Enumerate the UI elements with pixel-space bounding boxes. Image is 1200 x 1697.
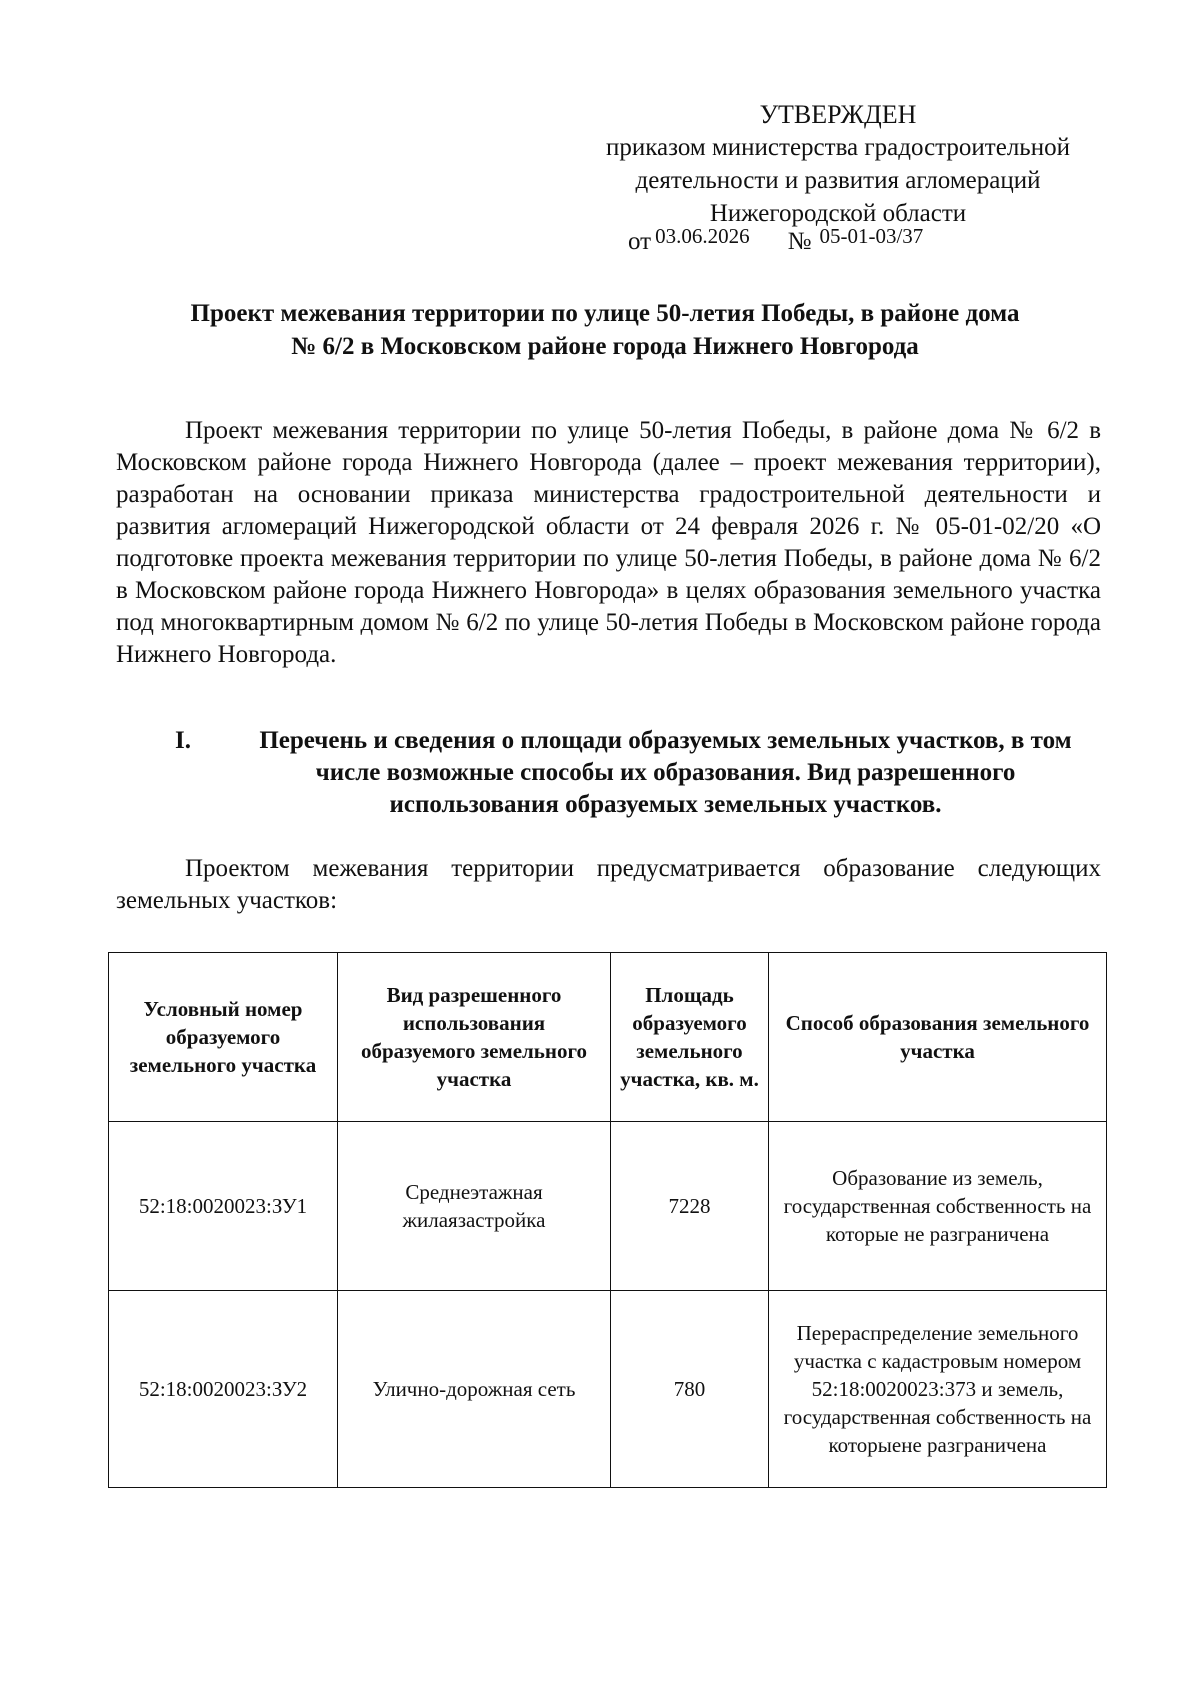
approval-block [548,98,1128,230]
intro-paragraph: Проект межевания территории по улице 50-летия Победы, в районе дома № 6/2 в Московском районе города Нижнего Новгорода (далее – проект межевания территории), разработан на основании приказа министерства градостроительной деятельности и развития агломераций Нижегородской области от 24 февраля 2026 г. № 05-01-02/20 «О подготовке проекта межевания территории по улице 50-летия Победы, в районе дома № 6/2 в Московском районе города Нижнего Новгорода» в целях образования земельного участка под многоквартирным домом № 6/2 по улице 50-летия Победы в Московском районе города Нижнего Новгорода. [116,417,1101,668]
document-title-line-2: № 6/2 в Московском районе города Нижнего Новгорода [291,333,919,360]
table-row [109,1122,1107,1291]
table-header-row [109,953,1107,1122]
document-title [110,297,1100,363]
cell-area: 780 [611,1291,769,1488]
cell-formation-method: Перераспределение земельного участка с кадастровым номером 52:18:0020023:373 и земель, государственная собственность на которыене разграничена [769,1291,1107,1488]
header-permitted-use: Вид разрешенного использования образуемого земельного участка [338,953,611,1122]
cell-plot-number: 52:18:0020023:ЗУ1 [109,1122,338,1291]
approval-date-number [628,224,1008,256]
cell-formation-method: Образование из земель, государственная собственность на которые не разграничена [769,1122,1107,1291]
lead-paragraph: Проектом межевания территории предусматривается образование следующих земельных участков: [116,855,1101,914]
cell-area: 7228 [611,1122,769,1291]
section-number: I. [175,727,191,754]
approval-title: УТВЕРЖДЕН [759,100,917,129]
date-prefix: от [628,228,652,255]
approval-date: 03.06.2026 [655,224,750,248]
approval-number: 05-01-03/37 [819,224,924,248]
number-prefix: № [787,228,812,255]
header-formation-method: Способ образования земельного участка [769,953,1107,1122]
cell-permitted-use: Улично-дорожная сеть [338,1291,611,1488]
section-title: Перечень и сведения о площади образуемых земельных участков, в том числе возможные способы их образования. Вид разрешенного использования образуемых земельных участков. [259,727,1072,818]
section-heading [175,725,1100,821]
cell-plot-number: 52:18:0020023:ЗУ2 [109,1291,338,1488]
table-row [109,1291,1107,1488]
approval-line-1: приказом министерства градостроительной [606,134,1070,161]
header-plot-number: Условный номер образуемого земельного участка [109,953,338,1122]
document-title-line-1: Проект межевания территории по улице 50-летия Победы, в районе дома [190,300,1020,327]
land-plots-table [108,952,1107,1488]
approval-line-3: Нижегородской области [709,200,967,227]
approval-line-2: деятельности и развития агломераций [635,167,1041,194]
cell-permitted-use: Среднеэтажная жилаязастройка [338,1122,611,1291]
header-area: Площадь образуемого земельного участка, кв. м. [611,953,769,1122]
